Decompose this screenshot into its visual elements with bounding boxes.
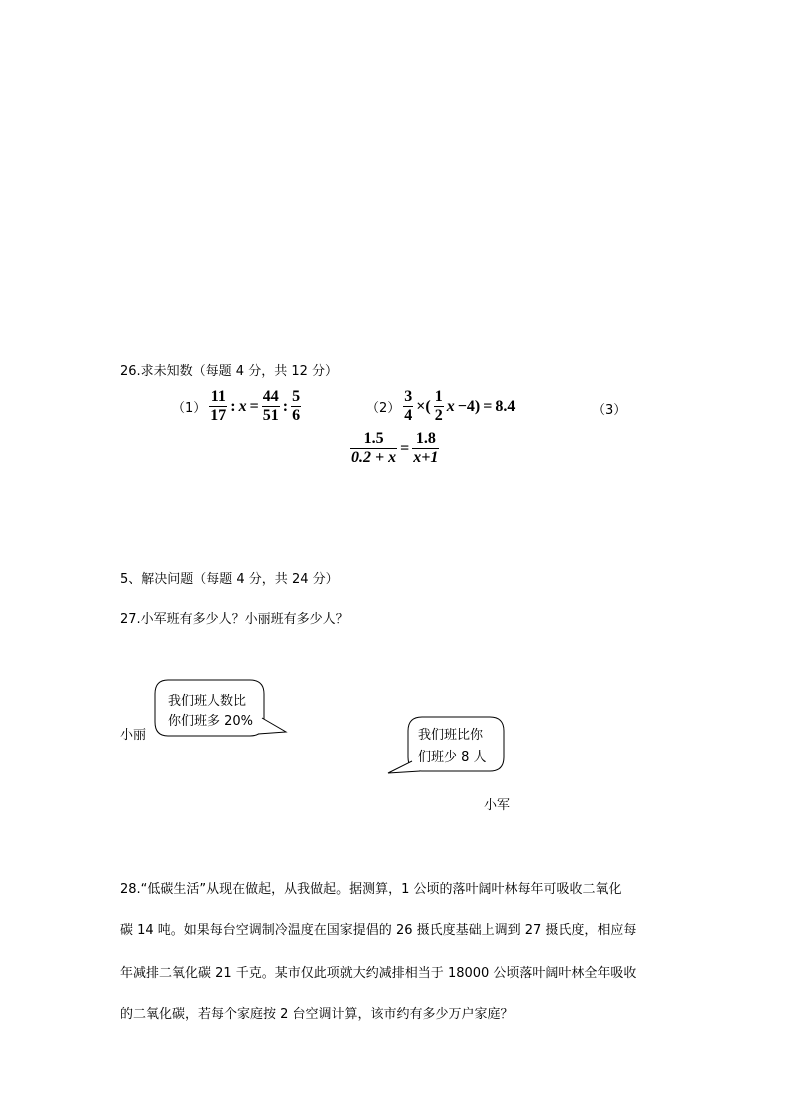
denominator: 4 (404, 407, 413, 424)
colon: : (282, 397, 289, 415)
xiaoli-bubble-line1: 我们班人数比 (168, 694, 247, 709)
numerator: 11 (210, 388, 226, 405)
equation-2-label: （2） (366, 401, 401, 416)
fraction-1-2 (434, 388, 444, 425)
colon: : (230, 397, 236, 415)
xiaoli-name: 小丽 (120, 728, 147, 743)
xiaoli-bubble-line2: 你们班多 20% (168, 714, 254, 729)
variable-x: x (446, 397, 455, 415)
numerator: 1.8 (415, 430, 436, 447)
equation-1-label: （1） (172, 401, 207, 416)
numerator: 5 (292, 388, 301, 405)
q26-title: 26.求未知数（每题 4 分，共 12 分） (120, 364, 339, 379)
fraction-3-4 (403, 388, 413, 425)
denominator: 6 (292, 407, 301, 424)
equation-3-label: （3） (592, 403, 627, 418)
q28-line-3: 年减排二氧化碳 21 千克。某市仅此项就大约减排相当于 18000 公顷落叶阔叶林全年吸收 (120, 966, 637, 981)
fraction-44-51 (262, 388, 280, 425)
variable-x: x (238, 397, 247, 415)
denominator: 2 (434, 407, 443, 424)
numerator: 44 (262, 388, 279, 405)
times-open-paren: ×( (416, 397, 431, 415)
numerator: 3 (404, 388, 413, 405)
fraction-5-6 (291, 388, 301, 425)
equals-sign: = (249, 397, 259, 415)
xiaojun-name: 小军 (484, 798, 511, 813)
q28-line-4: 的二氧化碳，若每个家庭按 2 台空调计算，该市约有多少万户家庭？ (120, 1007, 514, 1022)
denominator: 51 (262, 407, 279, 424)
minus-four-close-paren: −4) (457, 397, 481, 415)
q28-line-2: 碳 14 吨。如果每台空调制冷温度在国家提倡的 26 摄氏度基础上调到 27 摄氏度，相应每 (120, 923, 637, 938)
denominator: 17 (210, 407, 227, 424)
equation-2 (366, 388, 515, 425)
numerator: 1 (434, 388, 443, 405)
rhs-value: 8.4 (495, 397, 516, 415)
numerator: 1.5 (363, 430, 384, 447)
fraction-11-17 (209, 388, 227, 425)
fraction-1.8-over-x-plus-1 (412, 430, 439, 467)
fraction-1.5-over-0.2-plus-x (350, 430, 397, 467)
xiaojun-bubble-line2: 们班少 8 人 (418, 750, 487, 765)
section-5-title: 5、解决问题（每题 4 分，共 24 分） (120, 572, 339, 587)
xiaojun-bubble-line1: 我们班比你 (418, 728, 484, 743)
denominator: x+1 (413, 449, 439, 466)
equals-sign: = (400, 439, 410, 457)
q27-title: 27.小军班有多少人？小丽班有多少人？ (120, 612, 349, 627)
equation-1 (172, 388, 301, 425)
equation-3 (350, 430, 439, 467)
denominator: 0.2 + x (351, 449, 397, 466)
equals-sign: = (483, 397, 493, 415)
q28-line-1: 28.“低碳生活”从现在做起，从我做起。据测算，1 公顷的落叶阔叶林每年可吸收二氧化 (120, 882, 622, 897)
